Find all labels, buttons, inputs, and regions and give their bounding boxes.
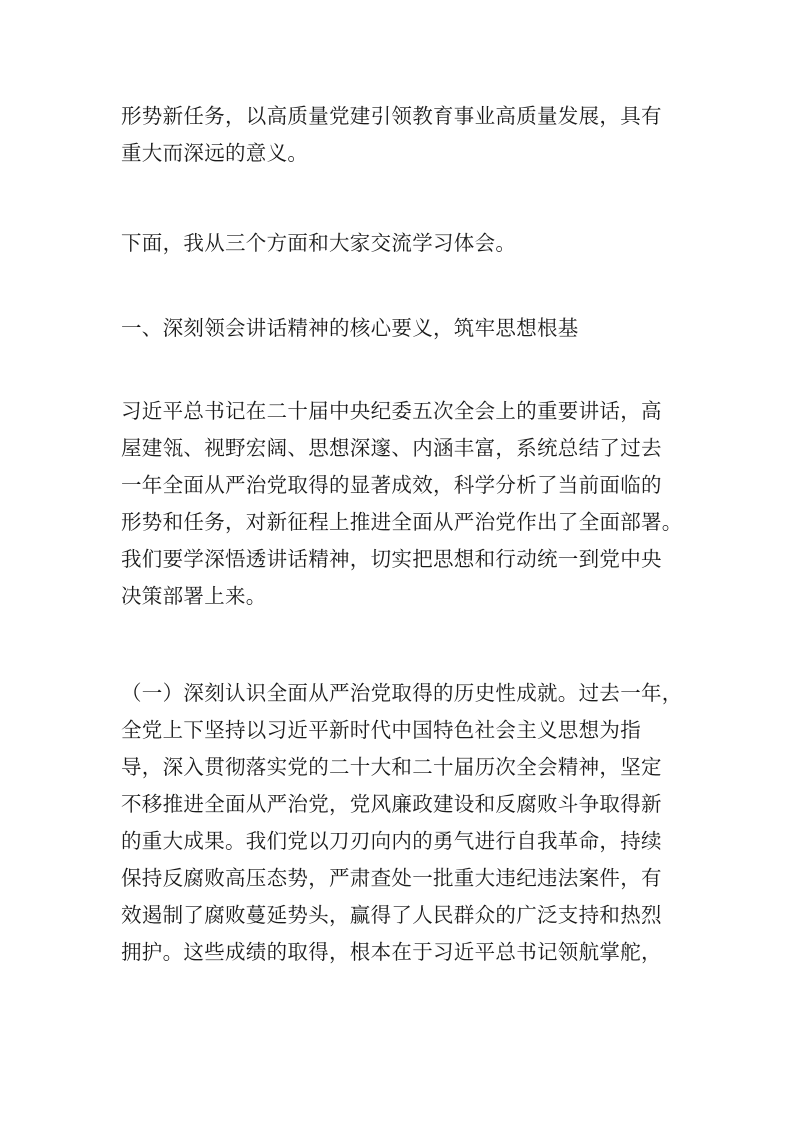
- paragraph-intro-continuation: 形势新任务，以高质量党建引领教育事业高质量发展，具有 重大而深远的意义。: [121, 104, 662, 165]
- paragraph-transition: 下面，我从三个方面和大家交流学习体会。: [121, 231, 517, 255]
- section-heading-1: 一、深刻领会讲话精神的核心要义，筑牢思想根基: [121, 316, 579, 340]
- paragraph-speech-summary: 习近平总书记在二十届中央纪委五次全会上的重要讲话，高 屋建瓴、视野宏阔、思想深邃、内涵丰富，系统总结了过去 一年全面从严治党取得的显著成效，科学分析了当前面临的 形势和任务，对新征程上推进全面从严治党作出了全面部署。 我们要学深悟透讲话精神，切实把思想和行动统一到党中央 决策部署上来。: [121, 399, 683, 608]
- subsection-1-paragraph: （一）深刻认识全面从严治党取得的历史性成就。过去一年， 全党上下坚持以习近平新时代中国特色社会主义思想为指 导，深入贯彻落实党的二十大和二十届历次全会精神，坚定 不移推进全面从严治党，党风廉政建设和反腐败斗争取得新 的重大成果。我们党以刀刃向内的勇气进行自我革命，持续 保持反腐败高压态势，严肃查处一批重大违纪违法案件，有 效遏制了腐败蔓延势头，赢得了人民群众的广泛支持和热烈 拥护。这些成绩的取得，根本在于习近平总书记领航掌舵，: [121, 681, 683, 964]
